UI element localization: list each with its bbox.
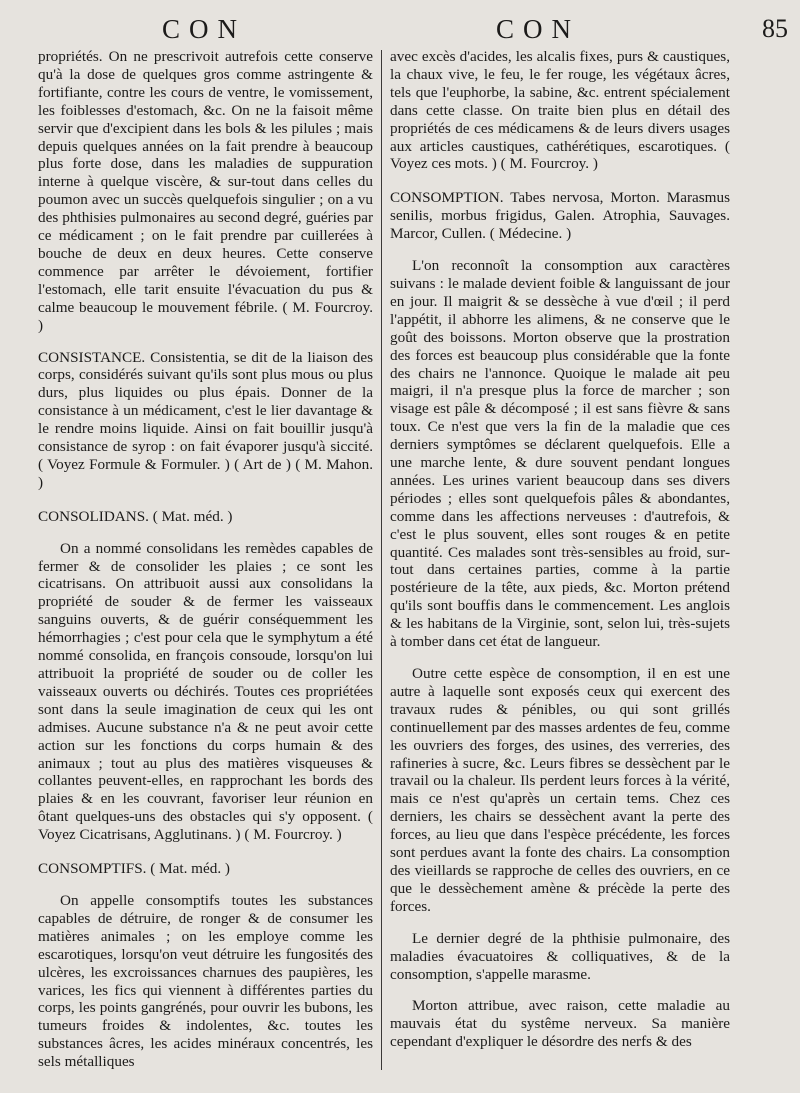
- left-column: [38, 48, 373, 1071]
- right-column: [390, 48, 730, 1051]
- page-number: 85: [762, 14, 788, 43]
- conserve-continuation: propriétés. On ne prescrivoit autrefois cette conserve qu'à la dose de quelques gros comme astringente & fortifiante, contre les cours de ventre, le vomissement, les foiblesses d'estomach, &c. On ne la faisoit même servir que d'excipient dans les bols & les pilules ; mais depuis quelques années on la fait prendre à beaucoup plus forte dose, dans les maladies de suppuration interne à quelque viscère, & sur-tout dans celles du poumon avec un succès quelquefois singulier ; on a vu des phthisies pulmonaires au second degré, guéries par ce médicament ; on le fait prendre par cuillerées à bouche de deux en deux heures. Cette conserve commence par arrêter le dévoiement, fortifier l'estomach, elle tarit ensuite l'évacuation du pus & calme beaucoup le mouvement fébrile. ( M. Fourcroy. ): [38, 48, 373, 334]
- heading-consomption: CONSOMPTION. Tabes nervosa, Morton. Marasmus senilis, morbus frigidus, Galen. Atrophia, Sauvages. Marcor, Cullen. ( Médecine. ): [390, 189, 730, 243]
- running-head-left: CON: [162, 14, 247, 44]
- consomption-paragraph-4: Morton attribue, avec raison, cette maladie au mauvais état du systême nerveux. Sa manière cependant d'expliquer le désordre des nerfs & des: [390, 997, 730, 1051]
- heading-consolidans: CONSOLIDANS. ( Mat. méd. ): [38, 507, 233, 525]
- running-head: [0, 14, 800, 50]
- consomption-paragraph-2: Outre cette espèce de consomption, il en est une autre à laquelle sont exposés ceux qui exercent des travaux rudes & pénibles, ou qui sont grillés continuellement par des masses ardentes de feu, comme les ouvriers des forges, des usines, des verreries, des rafineries à sucre, &c. Leurs fibres se dessèchent par le travail ou la chaleur. Ils perdent leurs forces à la vérité, mais ce n'est qu'après un certain tems. Chez ces derniers, les chairs se dessèchent avant la perte des forces, au lieu que dans l'espèce précédente, les forces sont perdues avant la fonte des chairs. La consomption des vieillards se rapproche de celles des ouvriers, en ce que le dessèchement amène & précède la perte des forces.: [390, 665, 730, 915]
- article-consolidans-body: On a nommé consolidans les remèdes capables de fermer & de consolider les plaies ; ce sont les cicatrisans. On attribuoit aussi aux consolidans la propriété de souder & de fermer les vaisseaux sanguins ouverts, & de guérir conséquemment les hémorrhagies ; c'est pour cela que le symphytum a été nommé consolida, en françois consoude, lorsqu'on lui attribuoit la propriété de souder ou de coller les vaisseaux ouverts ou déchirés. Toutes ces propriétées sont dans la seule imagination de ceux qui les ont admises. Aucune substance n'a & ne peut avoir cette action sur les fonctions du corps humain & des animaux ; tout au plus des matières visqueuses & collantes peuvent-elles, en rapprochant les bords des plaies & en les couvrant, favoriser leur réunion en ôtant quelques-uns des obstacles qui s'y opposent. ( Voyez Cicatrisans, Agglutinans. ) ( M. Fourcroy. ): [38, 539, 373, 844]
- running-head-right: CON: [496, 14, 581, 44]
- heading-consomptifs: CONSOMPTIFS. ( Mat. méd. ): [38, 860, 230, 878]
- article-consomptifs-body: On appelle consomptifs toutes les substances capables de détruire, de ronger & de consumer les matières animales ; on les employe comme les escarotiques, lorsqu'on veut détruire les fungosités des ulcères, les excroissances charnues des paupières, les varices, les fics qui viennent à différentes parties du corps, les points gangrénés, pour ouvrir les bubons, les tumeurs froides & indolentes, &c. toutes les substances âcres, les acides minéraux concentrés, les sels métalliques: [38, 891, 373, 1071]
- consomption-paragraph-3: Le dernier degré de la phthisie pulmonaire, des maladies évacuatoires & colliquatives, & de la consomption, s'appelle marasme.: [390, 929, 730, 983]
- consomption-paragraph-1: L'on reconnoît la consomption aux caractères suivans : le malade devient foible & languissant de jour en jour. Il maigrit & se dessèche à vue d'œil ; il perd l'appétit, il abhorre les alimens, & ne conserve que le goût des boissons. Morton observe que la prostration des forces est beaucoup plus considérable que la fonte des chairs ne l'annonce. Quoique le malade ait peu maigri, il n'a presque plus la force de marcher ; son visage est pâle & décomposé ; il est sans fièvre & sans toux. Ce n'est que vers la fin de la maladie que ces derniers symptômes se déclarent quelquefois. Elle a une marche lente, & dure souvent pendant longues années. Les urines varient beaucoup dans ses divers périodes ; elles sont quelquefois pâles & abondantes, comme dans les affections nerveuses : d'autrefois, & c'est le plus souvent, elles sont rouges & en petite quantité. Ces malades sont très-sensibles au froid, sur-tout dans certaines parties, comme à la partie postérieure de la tête, aux pieds, &c. Morton prétend qu'ils sont bouffis dans le commencement. Les anglois & les habitans de la Virginie, sont, selon lui, très-sujets à tomber dans cet état de langueur.: [390, 257, 730, 651]
- consomptifs-continuation: avec excès d'acides, les alcalis fixes, purs & caustiques, la chaux vive, le feu, le fer rouge, les végétaux âcres, tels que l'euphorbe, la sabine, &c. entrent spécialement dans cette classe. On traite bien plus en détail des propriétés de ces médicamens & de leurs divers usages aux articles caustiques, cathérétiques, escarotiques. ( Voyez ces mots. ) ( M. Fourcroy. ): [390, 48, 730, 173]
- article-consistance: CONSISTANCE. Consistentia, se dit de la liaison des corps, considérés suivant qu'ils sont plus mous ou plus durs, plus liquides ou plus épais. Donner de la consistance à un médicament, c'est le lier davantage & le rendre moins liquide. Ainsi on fait bouillir jusqu'à consistance de syrop : on fait évaporer jusqu'à siccité. ( Voyez Formule & Formuler. ) ( Art de ) ( M. Mahon. ): [38, 348, 373, 491]
- column-divider: [381, 50, 382, 1070]
